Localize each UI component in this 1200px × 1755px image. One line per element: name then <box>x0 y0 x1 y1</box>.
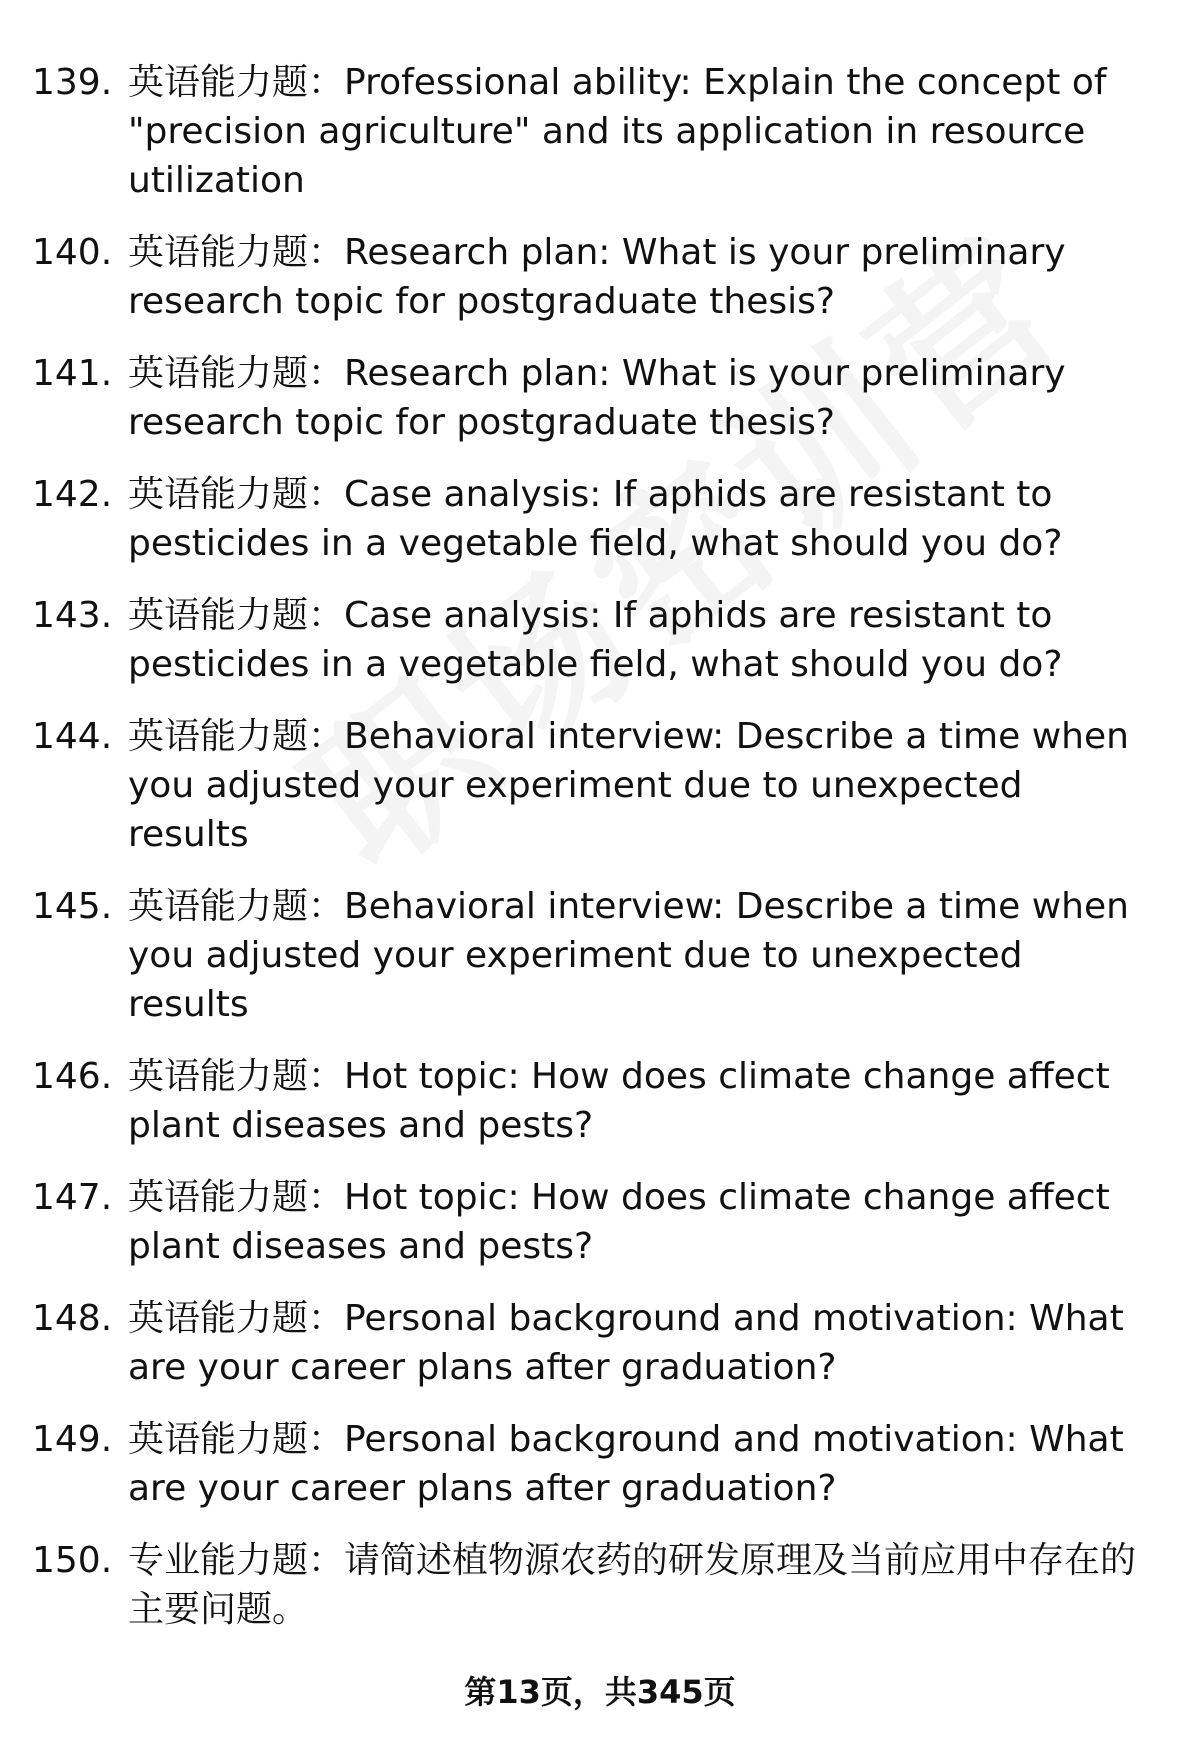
question-item <box>0 58 1200 205</box>
question-text: 英语能力题：Research plan: What is your preliminary research topic for postgraduate thesis? <box>128 353 1066 443</box>
question-item <box>0 349 1200 447</box>
question-number: 142. <box>32 474 113 515</box>
question-number: 146. <box>32 1056 113 1097</box>
question-text: 英语能力题：Case analysis: If aphids are resistant to pesticides in a vegetable field, what should you do? <box>128 474 1063 564</box>
question-text: 英语能力题：Personal background and motivation: What are your career plans after graduation? <box>128 1298 1124 1388</box>
question-number: 143. <box>32 595 113 636</box>
question-text: 英语能力题：Behavioral interview: Describe a time when you adjusted your experiment due to unexpected results <box>128 886 1129 1025</box>
question-item <box>0 591 1200 689</box>
question-item <box>0 882 1200 1029</box>
question-item <box>0 1173 1200 1271</box>
question-text: 英语能力题：Hot topic: How does climate change affect plant diseases and pests? <box>128 1177 1110 1267</box>
question-number: 144. <box>32 716 113 757</box>
question-item <box>0 1415 1200 1513</box>
question-item <box>0 712 1200 859</box>
question-number: 150. <box>32 1540 113 1581</box>
question-item <box>0 470 1200 568</box>
question-number: 139. <box>32 62 113 103</box>
question-text: 英语能力题：Professional ability: Explain the concept of "precision agriculture" and its application in resource utilization <box>128 62 1107 201</box>
question-item <box>0 1294 1200 1392</box>
question-text: 专业能力题：请简述植物源农药的研发原理及当前应用中存在的主要问题。 <box>128 1540 1137 1630</box>
question-text: 英语能力题：Hot topic: How does climate change affect plant diseases and pests? <box>128 1056 1110 1146</box>
question-number: 148. <box>32 1298 113 1339</box>
question-number: 145. <box>32 886 113 927</box>
question-number: 140. <box>32 232 113 273</box>
question-number: 147. <box>32 1177 113 1218</box>
question-list <box>0 58 1200 1634</box>
question-text: 英语能力题：Behavioral interview: Describe a time when you adjusted your experiment due to unexpected results <box>128 716 1129 855</box>
question-text: 英语能力题：Research plan: What is your preliminary research topic for postgraduate thesis? <box>128 232 1066 322</box>
question-item <box>0 228 1200 326</box>
question-number: 149. <box>32 1419 113 1460</box>
question-item <box>0 1536 1200 1634</box>
question-text: 英语能力题：Case analysis: If aphids are resistant to pesticides in a vegetable field, what should you do? <box>128 595 1063 685</box>
page-footer: 第13页，共345页 <box>464 1673 736 1711</box>
question-text: 英语能力题：Personal background and motivation: What are your career plans after graduation? <box>128 1419 1124 1509</box>
question-item <box>0 1052 1200 1150</box>
question-number: 141. <box>32 353 113 394</box>
